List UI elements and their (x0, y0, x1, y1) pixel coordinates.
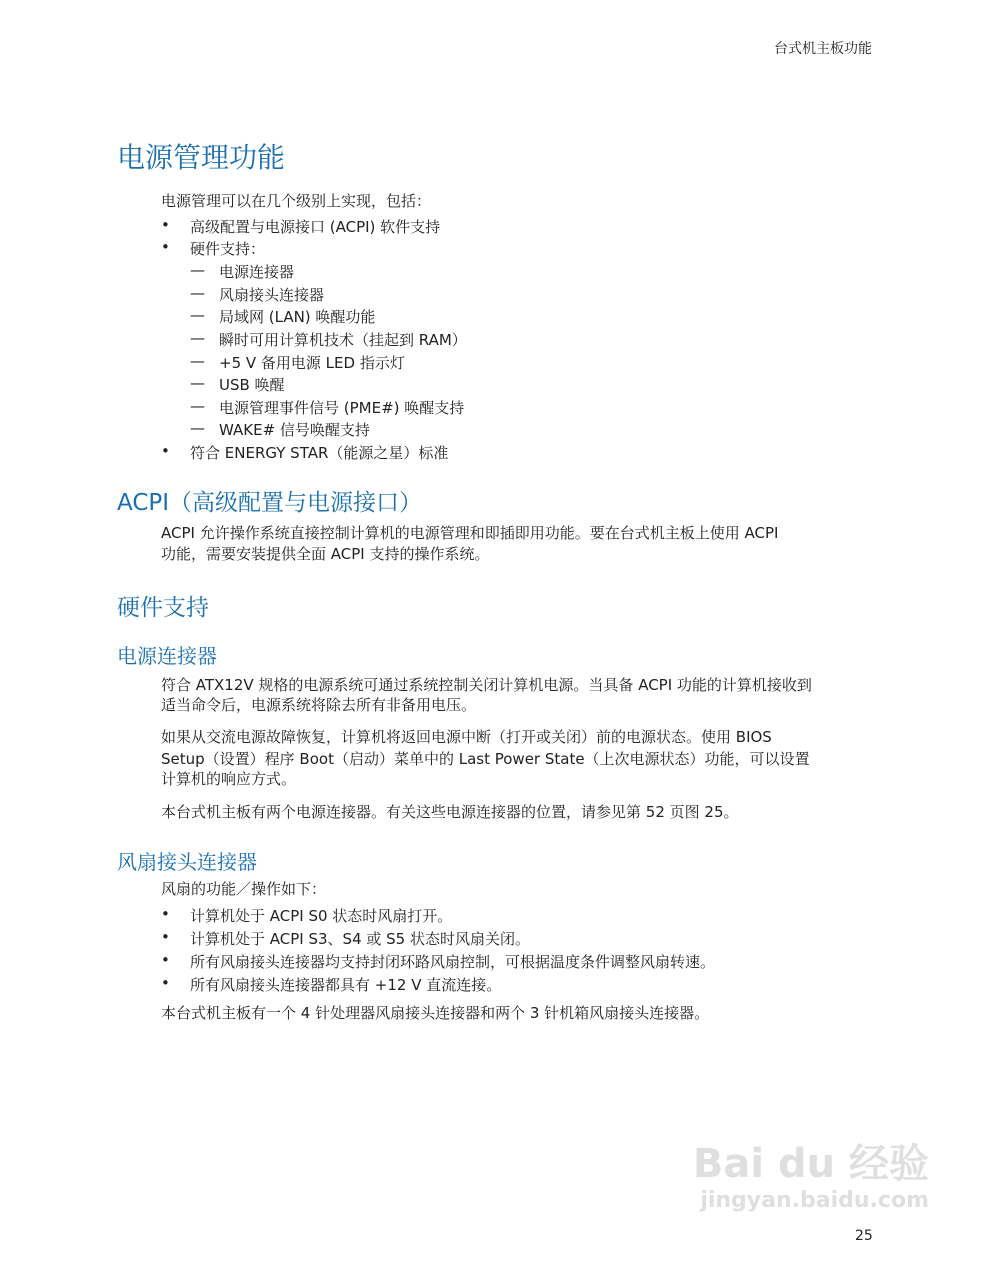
bullet-mark: • (161, 951, 170, 969)
sub-list-item-text: 风扇接头连接器 (219, 286, 325, 304)
paragraph-line: 如果从交流电源故障恢复，计算机将返回电源中断（打开或关闭）前的电源状态。使用 BIOS (161, 728, 772, 746)
subsection-title-power-connector: 电源连接器 (117, 644, 217, 668)
paragraph-line: 计算机的响应方式。 (161, 770, 297, 788)
sub-list-item-text: 电源管理事件信号 (PME#) 唤醒支持 (219, 399, 465, 417)
baidu-watermark (693, 1140, 929, 1214)
watermark-logo: Bai du 经验 (692, 1141, 929, 1187)
paragraph-line: 适当命令后，电源系统将除去所有非备用电压。 (161, 696, 477, 714)
list-item-text: 所有风扇接头连接器都具有 +12 V 直流连接。 (190, 976, 502, 994)
dash-mark: — (190, 397, 205, 415)
dash-mark: — (190, 284, 205, 302)
paragraph-line: 符合 ATX12V 规格的电源系统可通过系统控制关闭计算机电源。当具备 ACPI 功能的计算机接收到 (161, 676, 812, 694)
running-header: 台式机主板功能 (774, 41, 872, 57)
list-item-text: 硬件支持： (190, 240, 266, 258)
list-item-text: 计算机处于 ACPI S0 状态时风扇打开。 (190, 907, 453, 925)
bullet-mark: • (161, 928, 170, 946)
watermark-url: jingyan.baidu.com (700, 1188, 929, 1213)
dash-mark: — (190, 329, 205, 347)
fan-intro: 风扇的功能／操作如下： (161, 880, 327, 898)
section-title-power-management: 电源管理功能 (117, 141, 286, 174)
intro-text: 电源管理可以在几个级别上实现，包括： (161, 192, 432, 210)
sub-list-item-text: +5 V 备用电源 LED 指示灯 (219, 354, 405, 372)
fan-outro: 本台式机主板有一个 4 针处理器风扇接头连接器和两个 3 针机箱风扇接头连接器。 (161, 1004, 710, 1022)
subsection-title-fan: 风扇接头连接器 (117, 850, 257, 874)
page-number: 25 (855, 1228, 873, 1244)
bullet-mark: • (161, 238, 170, 256)
paragraph-line: 功能，需要安装提供全面 ACPI 支持的操作系统。 (161, 545, 490, 563)
paragraph-line: Setup（设置）程序 Boot（启动）菜单中的 Last Power State（上次电源状态）功能，可以设置 (161, 750, 810, 768)
list-item-text: 高级配置与电源接口 (ACPI) 软件支持 (190, 218, 441, 236)
sub-list-item-text: 电源连接器 (219, 263, 295, 281)
section-title-hardware: 硬件支持 (117, 595, 209, 621)
list-item-text: 计算机处于 ACPI S3、S4 或 S5 状态时风扇关闭。 (190, 930, 530, 948)
sub-list-item-text: 局域网 (LAN) 唤醒功能 (219, 308, 376, 326)
bullet-mark: • (161, 442, 170, 460)
section-title-acpi: ACPI（高级配置与电源接口） (117, 490, 423, 516)
bullet-mark: • (161, 974, 170, 992)
sub-list-item-text: USB 唤醒 (219, 376, 285, 394)
paragraph-line: ACPI 允许操作系统直接控制计算机的电源管理和即插即用功能。要在台式机主板上使用 ACPI (161, 524, 779, 542)
dash-mark: — (190, 352, 205, 370)
list-item-text: 所有风扇接头连接器均支持封闭环路风扇控制，可根据温度条件调整风扇转速。 (190, 953, 716, 971)
dash-mark: — (190, 374, 205, 392)
bullet-mark: • (161, 216, 170, 234)
dash-mark: — (190, 306, 205, 324)
dash-mark: — (190, 419, 205, 437)
sub-list-item-text: WAKE# 信号唤醒支持 (219, 421, 370, 439)
bullet-mark: • (161, 905, 170, 923)
sub-list-item-text: 瞬时可用计算机技术（挂起到 RAM） (219, 331, 467, 349)
list-item-text: 符合 ENERGY STAR（能源之星）标准 (190, 444, 449, 462)
paragraph-line: 本台式机主板有两个电源连接器。有关这些电源连接器的位置，请参见第 52 页图 25。 (161, 803, 739, 821)
dash-mark: — (190, 261, 205, 279)
